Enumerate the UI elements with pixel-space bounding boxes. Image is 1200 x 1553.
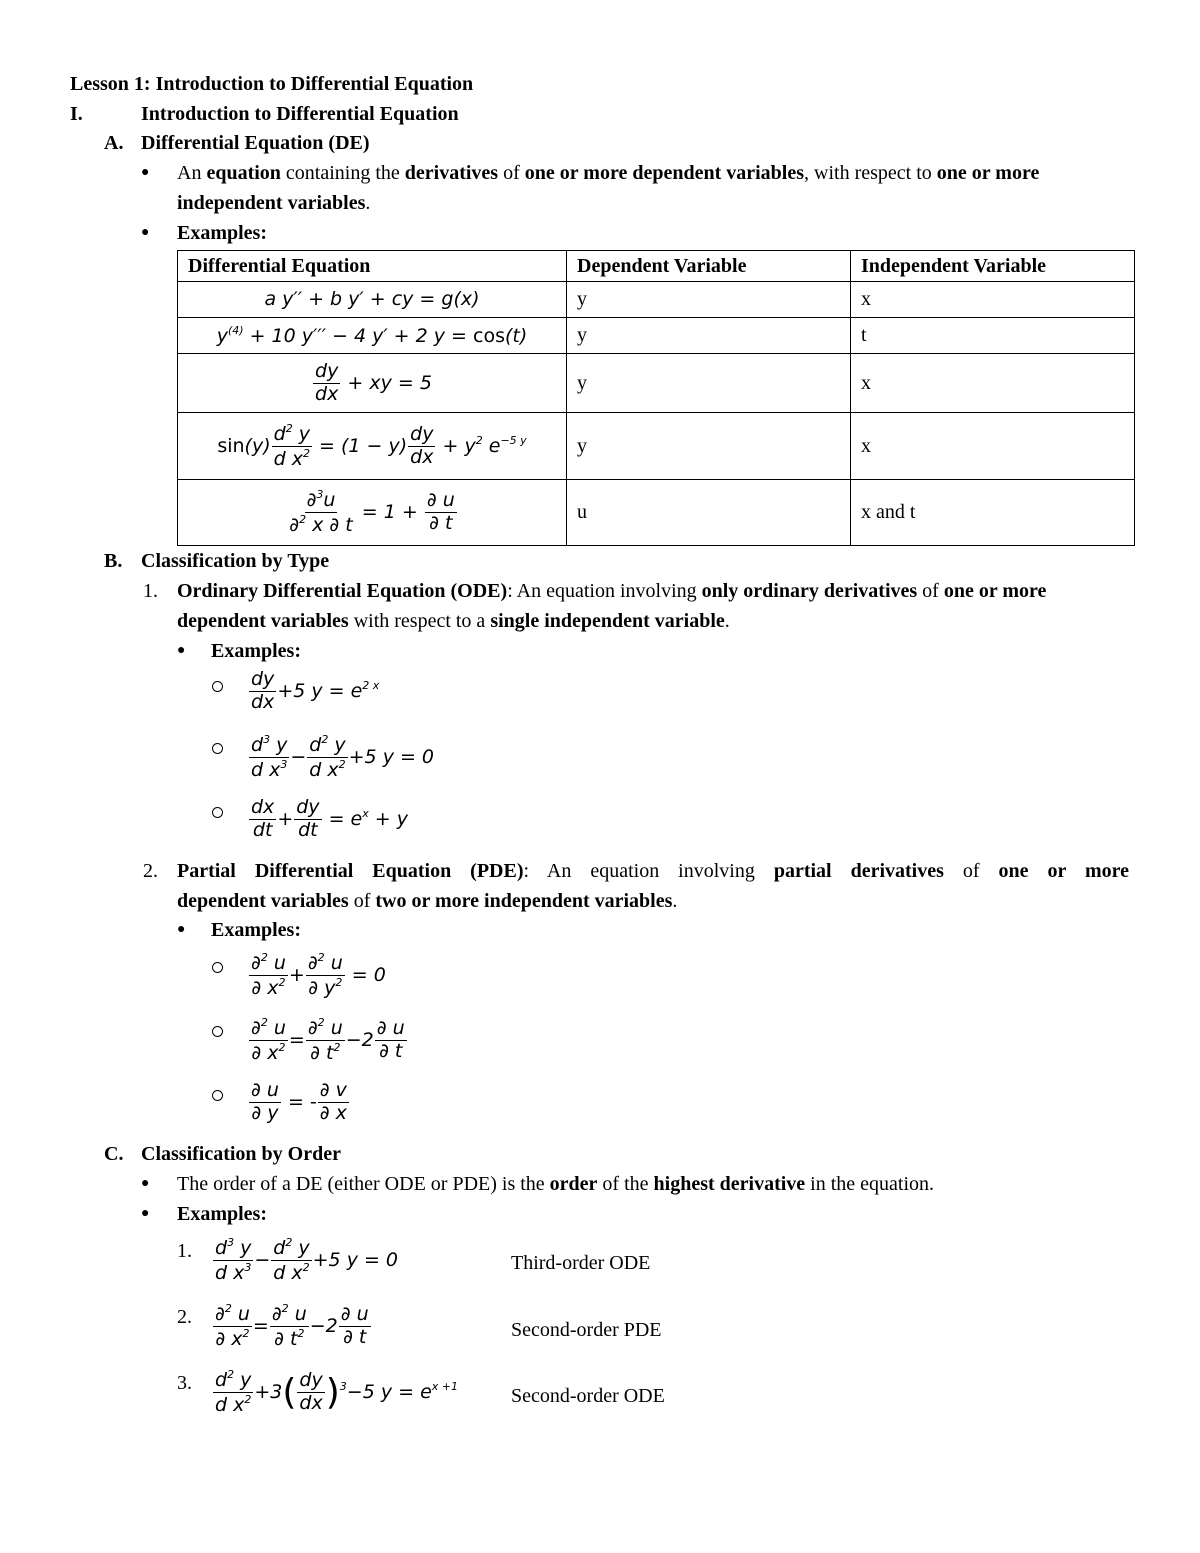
table-row bbox=[178, 318, 1135, 354]
independent-cell: x bbox=[851, 354, 1135, 413]
ode-example-3: $\frac{dx}{dt}$ + $\frac{dy}{dt}$ = $e^x + y$ bbox=[251, 796, 409, 841]
order-example-3: $\frac{d^2 y}{d x^2}$ +3( $\frac{dy}{dx}$ )$^3$−5 $y = e^{x +1}$ bbox=[215, 1368, 458, 1416]
ode-definition-line2: dependent variables with respect to a single independent variable. bbox=[177, 610, 730, 632]
circle-bullet-icon bbox=[212, 1024, 223, 1042]
pde-example-2: $\frac{\partial^2 u}{\partial x^2}$ = $\frac{\partial^2 u}{\partial t^2}$ −2 $\frac{\partial u}{\partial t}$ bbox=[251, 1016, 405, 1064]
table-header: Dependent Variable bbox=[567, 251, 851, 282]
part-b-letter: B. bbox=[104, 550, 123, 572]
table-row bbox=[178, 480, 1135, 546]
order-examples-label: Examples: bbox=[177, 1203, 267, 1225]
equation-cell: $y^{(4)} + 10$ y′′′ − 4 y′ + 2 y = cos(t) bbox=[178, 318, 567, 354]
section-title: Introduction to Differential Equation bbox=[141, 103, 459, 125]
order-definition: The order of a DE (either ODE or PDE) is the order of the highest derivative in the equation. bbox=[177, 1173, 935, 1195]
order-example-label: Third-order ODE bbox=[511, 1252, 651, 1274]
bullet-icon: ● bbox=[177, 922, 186, 937]
circle-bullet-icon bbox=[212, 679, 223, 697]
table-header: Independent Variable bbox=[851, 251, 1135, 282]
equation-cell: $\frac{dy}{dx}$ + xy = 5 bbox=[178, 354, 567, 413]
ode-number: 1. bbox=[143, 580, 158, 602]
order-example-number: 2. bbox=[177, 1306, 192, 1328]
bullet-icon: ● bbox=[177, 643, 186, 658]
order-example-2: $\frac{\partial^2 u}{\partial x^2}$ = $\frac{\partial^2 u}{\partial t^2}$ −2 $\frac{\partial u}{\partial t}$ bbox=[215, 1302, 369, 1350]
ode-example-2: $\frac{d^3 y}{d x^3}$ − $\frac{d^2 y}{d x^2}$ +5 y = 0 bbox=[251, 733, 435, 781]
table-row bbox=[178, 413, 1135, 480]
pde-number: 2. bbox=[143, 860, 158, 882]
dependent-cell: y bbox=[567, 282, 851, 318]
equation-cell: $\frac{\partial^3u}{\partial^2 x \partial t}$ = 1 + $\frac{\partial u}{\partial t}$ bbox=[178, 480, 567, 546]
order-example-label: Second-order PDE bbox=[511, 1319, 662, 1341]
independent-cell: x bbox=[851, 413, 1135, 480]
part-a-title: Differential Equation (DE) bbox=[141, 132, 370, 154]
part-c-title: Classification by Order bbox=[141, 1143, 341, 1165]
order-example-number: 3. bbox=[177, 1372, 192, 1394]
dependent-cell: u bbox=[567, 480, 851, 546]
de-definition-line1: An equation containing the derivatives of one or more dependent variables, with respect to one or more bbox=[177, 162, 1040, 184]
dependent-cell: y bbox=[567, 318, 851, 354]
bullet-icon: ● bbox=[141, 1176, 150, 1191]
dependent-cell: y bbox=[567, 413, 851, 480]
examples-table bbox=[177, 250, 1135, 546]
circle-bullet-icon bbox=[212, 960, 223, 978]
examples-label: Examples: bbox=[177, 222, 267, 244]
ode-example-1: $\frac{dy}{dx}$ +5 $y = e^{2 x}$ bbox=[251, 668, 380, 713]
table-header: Differential Equation bbox=[178, 251, 567, 282]
independent-cell: t bbox=[851, 318, 1135, 354]
circle-bullet-icon bbox=[212, 741, 223, 759]
table-row bbox=[178, 354, 1135, 413]
part-a-letter: A. bbox=[104, 132, 124, 154]
bullet-icon: ● bbox=[141, 165, 150, 180]
part-b-title: Classification by Type bbox=[141, 550, 330, 572]
bullet-icon: ● bbox=[141, 225, 150, 240]
pde-examples-label: Examples: bbox=[211, 919, 301, 941]
circle-bullet-icon bbox=[212, 1088, 223, 1106]
section-numeral: I. bbox=[70, 103, 83, 125]
ode-examples-label: Examples: bbox=[211, 640, 301, 662]
pde-example-1: $\frac{\partial^2 u}{\partial x^2}$ + $\frac{\partial^2 u}{\partial y^2}$ = 0 bbox=[251, 951, 386, 999]
table-header-row bbox=[178, 251, 1135, 282]
pde-example-3: $\frac{\partial u}{\partial y}$ = - $\frac{\partial v}{\partial x}$ bbox=[251, 1079, 347, 1124]
independent-cell: x and t bbox=[851, 480, 1135, 546]
de-definition-line2: independent variables. bbox=[177, 192, 371, 214]
circle-bullet-icon bbox=[212, 805, 223, 823]
equation-cell: a y′′ + b y′ + cy = g(x) bbox=[178, 282, 567, 318]
table-row bbox=[178, 282, 1135, 318]
order-example-number: 1. bbox=[177, 1240, 192, 1262]
order-example-1: $\frac{d^3 y}{d x^3}$ − $\frac{d^2 y}{d x^2}$ +5 y = 0 bbox=[215, 1236, 399, 1284]
lesson-title: Lesson 1: Introduction to Differential Equation bbox=[70, 73, 474, 95]
bullet-icon: ● bbox=[141, 1206, 150, 1221]
ode-definition-line1: Ordinary Differential Equation (ODE): An equation involving only ordinary derivatives of one or more bbox=[177, 580, 1047, 602]
equation-cell: sin(y) $\frac{d^2 y}{d x^2}$ = (1 − y) $\frac{dy}{dx}$ + $y^2$ $e^{-5 y}$ bbox=[178, 413, 567, 480]
pde-definition-line2: dependent variables of two or more independent variables. bbox=[177, 890, 678, 912]
independent-cell: x bbox=[851, 282, 1135, 318]
dependent-cell: y bbox=[567, 354, 851, 413]
order-example-label: Second-order ODE bbox=[511, 1385, 665, 1407]
pde-definition-line1: Partial Differential Equation (PDE): An equation involving partial derivatives of one or more bbox=[177, 860, 1130, 882]
part-c-letter: C. bbox=[104, 1143, 124, 1165]
